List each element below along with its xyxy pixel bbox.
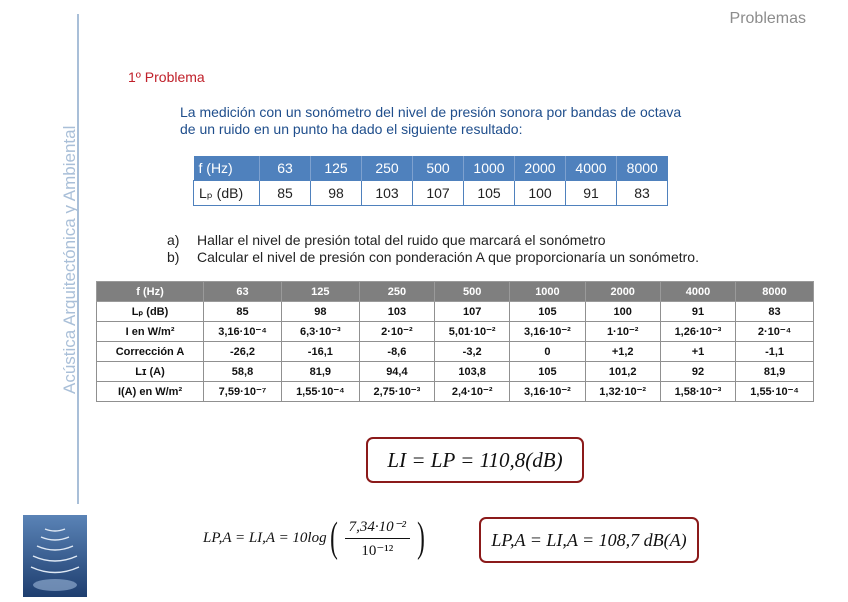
table-cell: 1,26·10⁻³ bbox=[660, 322, 735, 342]
question-b bbox=[167, 249, 699, 266]
table-cell: 103 bbox=[362, 181, 413, 206]
question-text: Calcular el nivel de presión con ponderación A que proporcionaría un sonómetro. bbox=[197, 249, 699, 265]
table-cell: 8000 bbox=[736, 282, 814, 302]
table-cell: f (Hz) bbox=[194, 156, 260, 181]
table-cell: I en W/m² bbox=[97, 322, 204, 342]
table-cell: 83 bbox=[617, 181, 668, 206]
questions-list bbox=[167, 232, 699, 266]
table-cell: 85 bbox=[204, 302, 282, 322]
sidebar-title: Acústica Arquitectónica y Ambiental bbox=[60, 125, 79, 394]
table-cell: 6,3·10⁻³ bbox=[281, 322, 359, 342]
fraction bbox=[345, 517, 410, 560]
table-cell: -3,2 bbox=[435, 342, 510, 362]
table-cell: 92 bbox=[660, 362, 735, 382]
table-cell: -16,1 bbox=[281, 342, 359, 362]
left-paren: ( bbox=[329, 515, 338, 561]
table-cell: 100 bbox=[515, 181, 566, 206]
table-cell: 4000 bbox=[566, 156, 617, 181]
fraction-numerator: 7,34·10⁻² bbox=[345, 517, 410, 539]
fraction-denominator: 10⁻¹² bbox=[361, 542, 394, 559]
table-cell: 1000 bbox=[510, 282, 585, 302]
table-cell: 2,4·10⁻² bbox=[435, 382, 510, 402]
table-row bbox=[97, 382, 814, 402]
table-cell: 2000 bbox=[585, 282, 660, 302]
question-a bbox=[167, 232, 699, 249]
table-cell: I(A) en W/m² bbox=[97, 382, 204, 402]
table-cell: 107 bbox=[413, 181, 464, 206]
table-header-row bbox=[97, 282, 814, 302]
table-row bbox=[97, 342, 814, 362]
table-cell: 81,9 bbox=[736, 362, 814, 382]
table-cell: 1,55·10⁻⁴ bbox=[281, 382, 359, 402]
table-cell: 1,58·10⁻³ bbox=[660, 382, 735, 402]
table-cell: 500 bbox=[413, 156, 464, 181]
table-cell: 8000 bbox=[617, 156, 668, 181]
table-cell: 125 bbox=[311, 156, 362, 181]
table-cell: -8,6 bbox=[359, 342, 434, 362]
table-row bbox=[97, 362, 814, 382]
table-cell: -26,2 bbox=[204, 342, 282, 362]
page-header-title: Problemas bbox=[729, 10, 806, 27]
table-cell: 2,75·10⁻³ bbox=[359, 382, 434, 402]
table-cell: 7,59·10⁻⁷ bbox=[204, 382, 282, 402]
question-text: Hallar el nivel de presión total del ruido que marcará el sonómetro bbox=[197, 232, 606, 248]
table-cell: 4000 bbox=[660, 282, 735, 302]
table-cell: 58,8 bbox=[204, 362, 282, 382]
table-cell: 98 bbox=[281, 302, 359, 322]
table-cell: 91 bbox=[566, 181, 617, 206]
table-cell: 105 bbox=[464, 181, 515, 206]
table-cell: 2·10⁻² bbox=[359, 322, 434, 342]
table-cell: 125 bbox=[281, 282, 359, 302]
right-paren: ) bbox=[417, 515, 425, 561]
table-cell: +1 bbox=[660, 342, 735, 362]
table-cell: 1000 bbox=[464, 156, 515, 181]
statement-line-2: de un ruido en un punto ha dado el siguiente resultado: bbox=[180, 121, 523, 137]
equation-lhs: LP,A = LI,A = 10log bbox=[203, 529, 327, 546]
table-cell: Corrección A bbox=[97, 342, 204, 362]
table-cell: 103,8 bbox=[435, 362, 510, 382]
table-cell: 250 bbox=[359, 282, 434, 302]
table-cell: f (Hz) bbox=[97, 282, 204, 302]
table-cell: 1·10⁻² bbox=[585, 322, 660, 342]
table-cell: 83 bbox=[736, 302, 814, 322]
table-cell: 500 bbox=[435, 282, 510, 302]
table-cell: 105 bbox=[510, 302, 585, 322]
table-cell: 0 bbox=[510, 342, 585, 362]
table-cell: 3,16·10⁻² bbox=[510, 322, 585, 342]
table-cell: 63 bbox=[204, 282, 282, 302]
table-cell: 63 bbox=[260, 156, 311, 181]
table-cell: 100 bbox=[585, 302, 660, 322]
table-cell: 1,55·10⁻⁴ bbox=[736, 382, 814, 402]
table-cell: 85 bbox=[260, 181, 311, 206]
table-cell: 103 bbox=[359, 302, 434, 322]
results-table bbox=[96, 281, 814, 402]
equation-total-level: LI = LP = 110,8(dB) bbox=[366, 437, 584, 483]
table-cell: Lɪ (A) bbox=[97, 362, 204, 382]
problem-statement bbox=[180, 104, 780, 138]
table-cell: 107 bbox=[435, 302, 510, 322]
table-row bbox=[194, 181, 668, 206]
table-cell: Lₚ (dB) bbox=[194, 181, 260, 206]
statement-line-1: La medición con un sonómetro del nivel de presión sonora por bandas de octava bbox=[180, 104, 682, 120]
problem-title: 1º Problema bbox=[128, 69, 205, 85]
question-label: a) bbox=[167, 232, 180, 248]
logo-waves-icon bbox=[23, 515, 87, 597]
table-cell: 3,16·10⁻² bbox=[510, 382, 585, 402]
table-cell: 91 bbox=[660, 302, 735, 322]
table-cell: 250 bbox=[362, 156, 413, 181]
table-cell: 5,01·10⁻² bbox=[435, 322, 510, 342]
table-cell: 98 bbox=[311, 181, 362, 206]
table-cell: +1,2 bbox=[585, 342, 660, 362]
table-cell: 3,16·10⁻⁴ bbox=[204, 322, 282, 342]
equation-a-weighted-result: LP,A = LI,A = 108,7 dB(A) bbox=[479, 517, 699, 563]
table-cell: 105 bbox=[510, 362, 585, 382]
table-cell: 94,4 bbox=[359, 362, 434, 382]
table-cell: 2000 bbox=[515, 156, 566, 181]
table-cell: 2·10⁻⁴ bbox=[736, 322, 814, 342]
equation-a-weighted-formula bbox=[203, 509, 428, 567]
table-cell: 101,2 bbox=[585, 362, 660, 382]
table-cell: -1,1 bbox=[736, 342, 814, 362]
table-header-row bbox=[194, 156, 668, 181]
table-cell: 81,9 bbox=[281, 362, 359, 382]
table-cell: Lₚ (dB) bbox=[97, 302, 204, 322]
table-row bbox=[97, 322, 814, 342]
question-label: b) bbox=[167, 249, 180, 265]
table-row bbox=[97, 302, 814, 322]
octave-band-table bbox=[193, 156, 668, 206]
table-cell: 1,32·10⁻² bbox=[585, 382, 660, 402]
